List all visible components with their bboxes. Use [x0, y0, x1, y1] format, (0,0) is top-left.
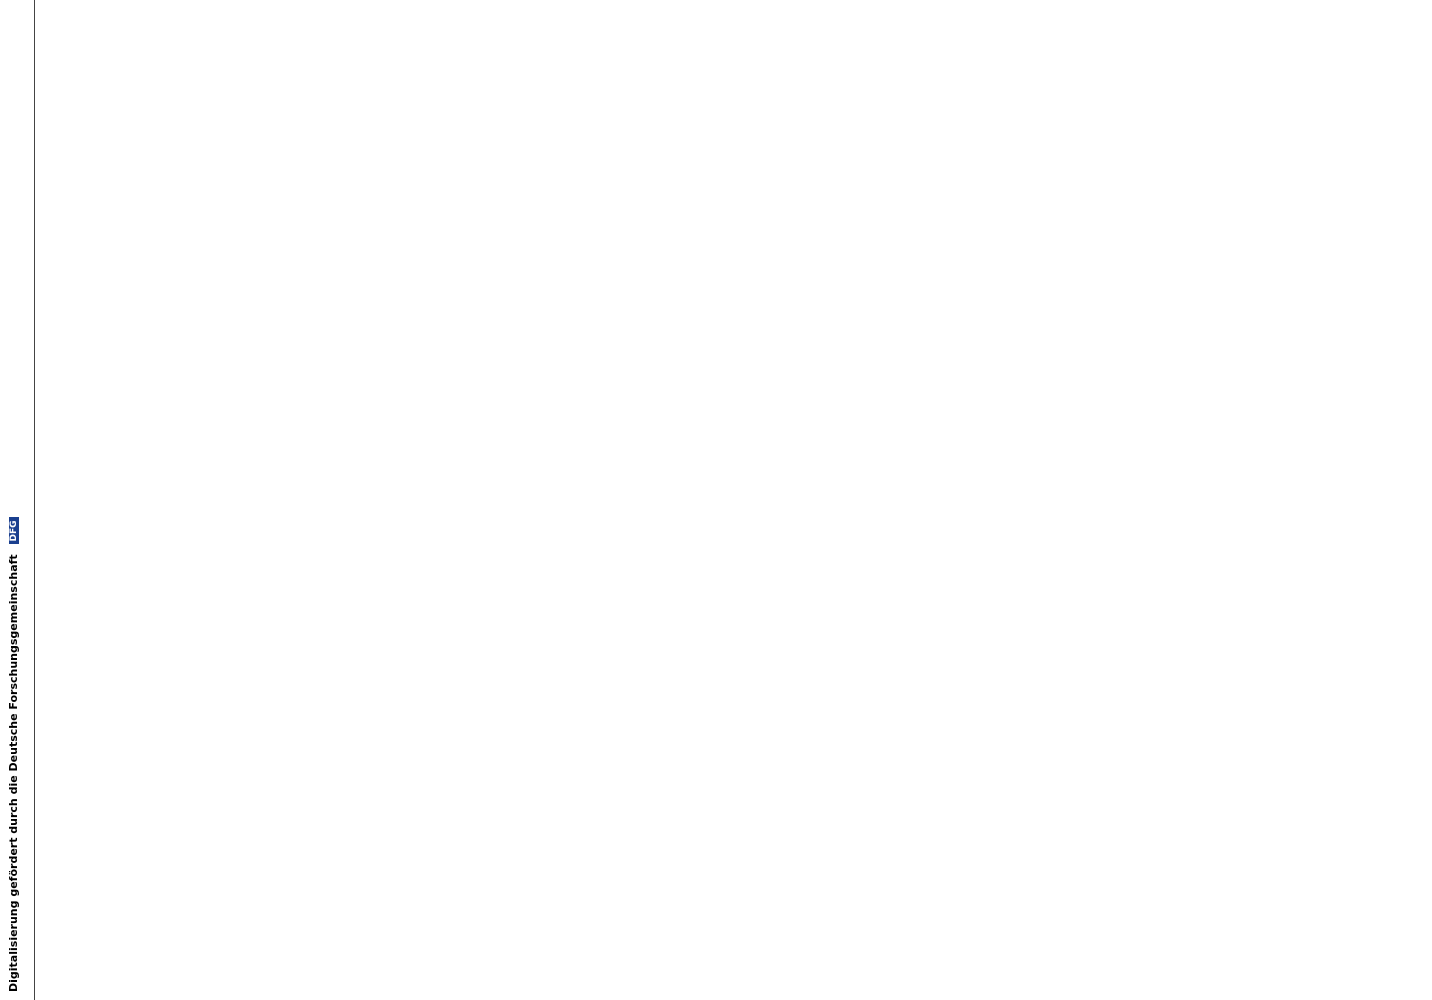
credit-text: Digitalisierung gefördert durch die Deutsche Forschungsgemeinschaft: [7, 554, 20, 992]
scanned-page: [0, 0, 40, 1000]
dfg-logo: DFG: [9, 517, 19, 544]
